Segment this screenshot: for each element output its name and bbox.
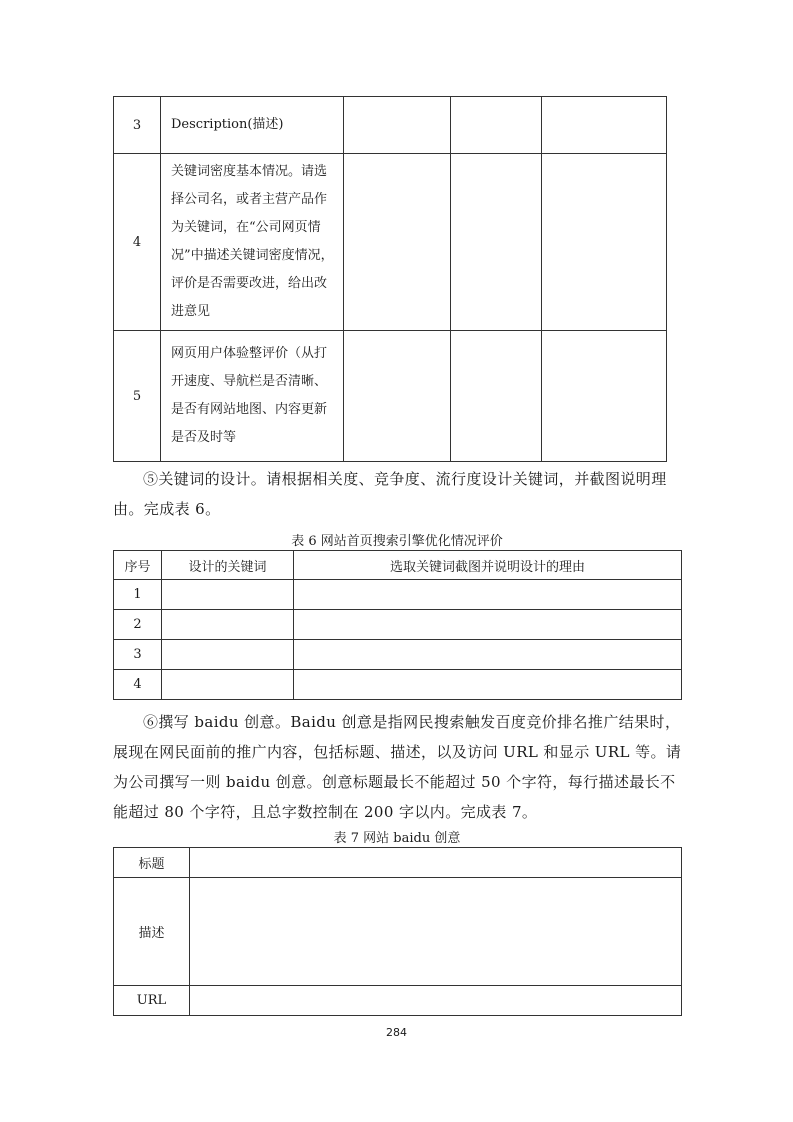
instruction-paragraph-6: ⑥撰写 baidu 创意。Baidu 创意是指网民搜索触发百度竞价排名推广结果时，展现在网民面前的推广内容，包括标题、描述，以及访问 URL 和显示 URL 等。请为公司撰写一则 baidu 创意。创意标题最长不能超过 50 个字符，每行描述最长不能超过 80 个字符，且总字数控制在 200 字以内。完成表 7。 — [113, 713, 682, 821]
column-header: 设计的关键词 — [162, 551, 294, 580]
table-cell — [294, 580, 682, 610]
keyword-design-table — [113, 550, 682, 700]
table-row — [114, 97, 667, 154]
row-item-text: 网页用户体验整评价（从打开速度、导航栏是否清晰、是否有网站地图、内容更新是否及时等 — [161, 331, 344, 462]
table-cell — [344, 154, 451, 331]
table-cell — [542, 331, 667, 462]
row-label-title: 标题 — [114, 848, 190, 878]
table-cell — [344, 331, 451, 462]
baidu-creative-table — [113, 847, 682, 1016]
table-row — [114, 986, 682, 1016]
table6-caption: 表 6 网站首页搜索引擎优化情况评价 — [291, 534, 503, 549]
table-cell — [162, 580, 294, 610]
table-header-row — [114, 551, 682, 580]
page-number: 284 — [386, 1026, 407, 1039]
table-cell — [190, 878, 682, 986]
table-row — [114, 610, 682, 640]
instruction-paragraph-5: ⑤关键词的设计。请根据相关度、竞争度、流行度设计关键词，并截图说明理由。完成表 6。 — [113, 470, 667, 518]
column-header: 序号 — [114, 551, 162, 580]
table-cell — [451, 154, 542, 331]
row-number: 3 — [114, 97, 161, 154]
row-item-text: 关键词密度基本情况。请选择公司名，或者主营产品作为关键词，在“公司网页情况”中描述关键词密度情况，评价是否需要改进，给出改进意见 — [161, 154, 344, 331]
row-number: 4 — [114, 670, 162, 700]
table-row — [114, 670, 682, 700]
table-cell — [542, 154, 667, 331]
row-number: 2 — [114, 610, 162, 640]
table-cell — [162, 610, 294, 640]
row-item-text: Description(描述) — [161, 97, 344, 154]
table-cell — [162, 640, 294, 670]
row-label-url: URL — [114, 986, 190, 1016]
table-row — [114, 580, 682, 610]
table-row — [114, 640, 682, 670]
table-row — [114, 154, 667, 331]
table-cell — [294, 640, 682, 670]
table-cell — [162, 670, 294, 700]
row-number: 3 — [114, 640, 162, 670]
table-cell — [542, 97, 667, 154]
table-cell — [190, 848, 682, 878]
table-row — [114, 331, 667, 462]
table-row — [114, 878, 682, 986]
evaluation-table — [113, 96, 667, 462]
table-cell — [451, 331, 542, 462]
table-cell — [190, 986, 682, 1016]
column-header: 选取关键词截图并说明设计的理由 — [294, 551, 682, 580]
row-number: 5 — [114, 331, 161, 462]
table-row — [114, 848, 682, 878]
row-number: 4 — [114, 154, 161, 331]
table-cell — [294, 610, 682, 640]
table-cell — [294, 670, 682, 700]
table-cell — [451, 97, 542, 154]
row-number: 1 — [114, 580, 162, 610]
table-cell — [344, 97, 451, 154]
table7-caption: 表 7 网站 baidu 创意 — [333, 831, 461, 846]
row-label-description: 描述 — [114, 878, 190, 986]
